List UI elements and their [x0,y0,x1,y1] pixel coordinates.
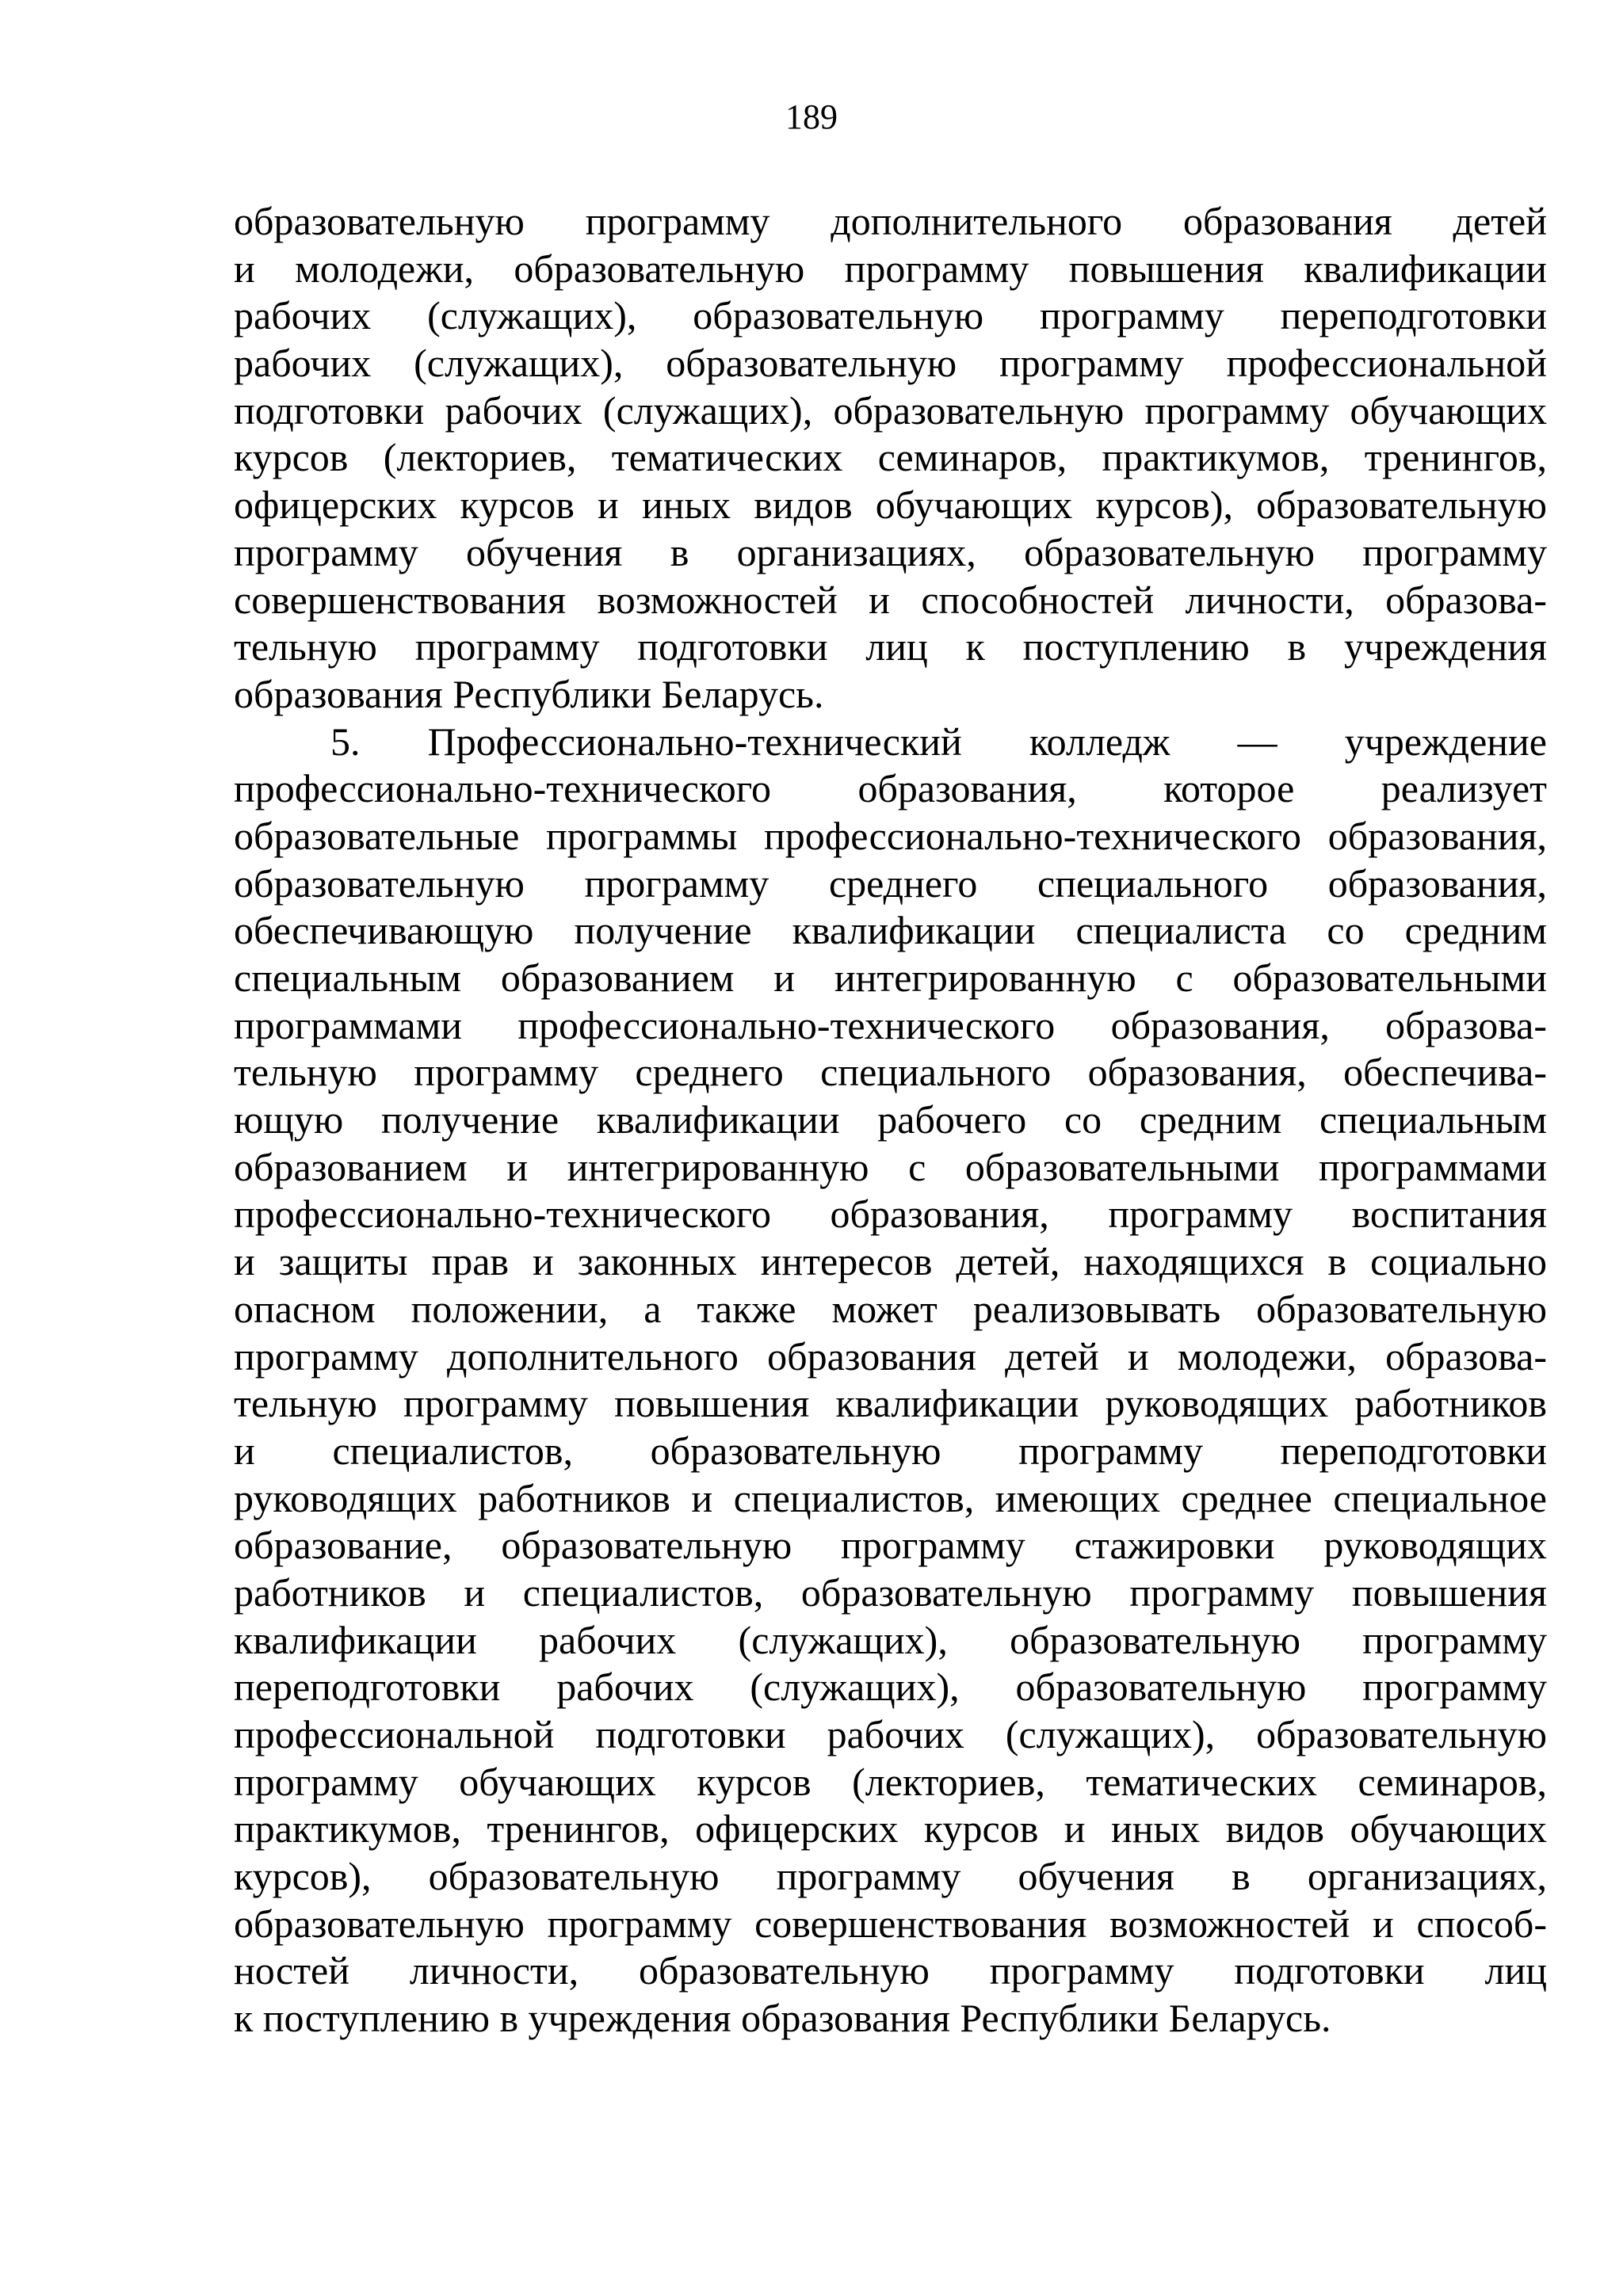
text-line: образование, образовательную программу стажировки руководящих [234,1523,1547,1568]
text-line: образовательную программу дополнительного образования детей [234,199,1547,243]
text-line: тельную программу подготовки лиц к поступлению в учреждения [234,624,1547,669]
text-line: образования Республики Беларусь. [234,671,824,716]
text-line: квалификации рабочих (служащих), образовательную программу [234,1617,1547,1662]
text-line: практикумов, тренингов, офицерских курсов и иных видов обучающих [234,1806,1547,1852]
text-line: курсов), образовательную программу обучения в организациях, [234,1854,1547,1899]
text-line: профессионально-технического образования, программу воспитания [234,1192,1547,1237]
text-line: образованием и интегрированную с образовательными программами [234,1144,1547,1189]
text-line: 5. Профессионально-технический колледж — учреждение [330,719,1547,764]
text-line: образовательную программу среднего специального образования, [234,860,1547,906]
text-line: совершенствования возможностей и способностей личности, образова- [234,577,1547,622]
body-text [234,198,1547,2042]
text-line: специальным образованием и интегрированную с образовательными [234,955,1547,1000]
text-line: работников и специалистов, образовательную программу повышения [234,1569,1547,1615]
text-line: опасном положении, а также может реализовывать образовательную [234,1286,1547,1331]
text-line: ностей личности, образовательную программу подготовки лиц [234,1948,1547,1993]
text-line: профессиональной подготовки рабочих (служащих), образовательную [234,1712,1547,1756]
text-line: программу обучения в организациях, образовательную программу [234,529,1547,574]
text-line: программами профессионально-технического образования, образова- [234,1002,1547,1047]
text-line: рабочих (служащих), образовательную программу профессиональной [234,341,1547,386]
text-line: образовательные программы профессионально-технического образования, [234,813,1547,858]
text-line: офицерских курсов и иных видов обучающих курсов), образовательную [234,482,1547,528]
text-line: и защиты прав и законных интересов детей, находящихся в социально [234,1239,1547,1284]
page-number: 189 [785,97,838,136]
text-line: курсов (лекториев, тематических семинаров, практикумов, тренингов, [234,435,1547,480]
text-line: к поступлению в учреждения образования Республики Беларусь. [234,1996,1331,2041]
text-line: подготовки рабочих (служащих), образовательную программу обучающих [234,387,1547,433]
text-line: образовательную программу совершенствования возможностей и способ- [234,1901,1547,1946]
text-line: программу обучающих курсов (лекториев, тематических семинаров, [234,1759,1547,1804]
text-line: переподготовки рабочих (служащих), образовательную программу [234,1665,1547,1710]
text-line: и специалистов, образовательную программу переподготовки [234,1428,1547,1473]
text-line: программу дополнительного образования детей и молодежи, образова- [234,1333,1547,1379]
text-line: руководящих работников и специалистов, имеющих среднее специальное [234,1475,1547,1520]
text-line: тельную программу среднего специального образования, обеспечива- [234,1050,1547,1095]
text-line: профессионально-технического образования, которое реализует [234,766,1547,811]
text-line: ющую получение квалификации рабочего со средним специальным [234,1097,1547,1142]
text-line: рабочих (служащих), образовательную программу переподготовки [234,293,1547,338]
text-line: тельную программу повышения квалификации руководящих работников [234,1381,1547,1426]
text-line: обеспечивающую получение квалификации специалиста со средним [234,908,1547,953]
text-line: и молодежи, образовательную программу повышения квалификации [234,246,1547,291]
